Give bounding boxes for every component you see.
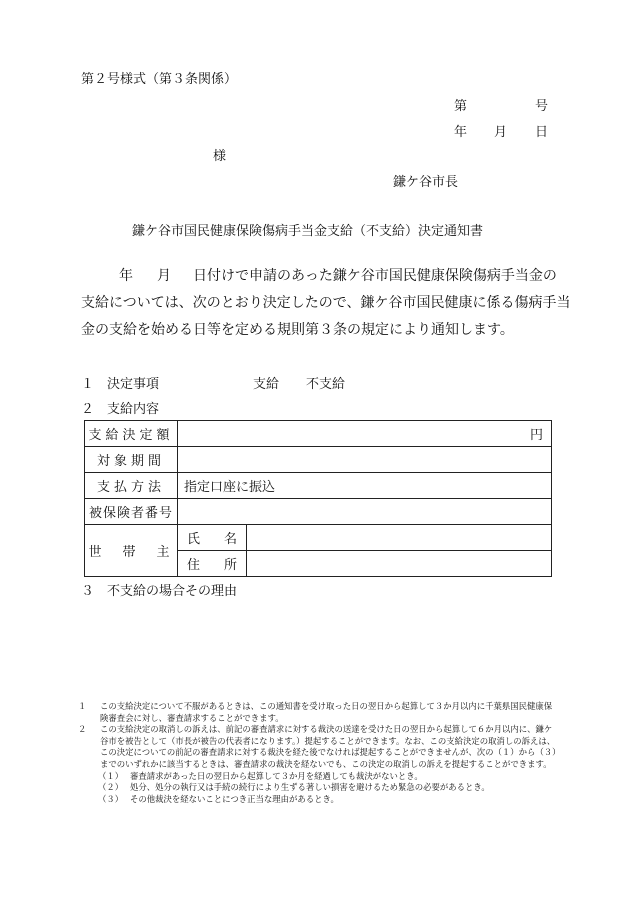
- option-pay: 支給: [253, 377, 280, 392]
- name-label: 氏 名: [178, 525, 247, 551]
- payment-details-table: [84, 420, 552, 577]
- intro-month: 月: [157, 268, 171, 284]
- date-day: 日: [535, 125, 549, 140]
- doc-number-prefix: 第: [454, 99, 468, 114]
- method-value: 指定口座に振込: [178, 473, 552, 499]
- note-2-sub-3: （３） その他裁決を経ないことにつき正当な理由があるとき。: [98, 793, 339, 804]
- note-1: １ この支給決定について不服があるときは、この通知書を受け取った日の翌日から起算して３か月以内に千葉県国民健康保険審査会に対し、審査請求することができます。: [78, 701, 558, 724]
- name-value: [247, 525, 552, 551]
- note-2: ２ この支給決定の取消しの訴えは、前記の審査請求に対する裁決の送達を受けた日の翌日から起算して６か月以内に、鎌ケ谷市を被告として（市長が被告の代表者になります。）提起することができます。なお、この支給決定の取消しの訴えは、この決定についての前記の審査請求に対する裁決を経た後でなければ提起することができませんが、次の（１）から（３）までのいずれかに該当するときは、審査請求の裁決を経ないでも、この決定の取消しの訴えを提起することができます。: [78, 724, 557, 769]
- note-1-text: この支給決定について不服があるときは、この通知書を受け取った日の翌日から起算して３か月以内に千葉県国民健康保険審査会に対し、審査請求することができます。: [100, 701, 553, 723]
- intro-line1-text: 日付けで申請のあった鎌ケ谷市国民健康保険傷病手当金の: [193, 268, 557, 284]
- note-2-text: この支給決定の取消しの訴えは、前記の審査請求に対する裁決の送達を受けた日の翌日から起算して６か月以内に、鎌ケ谷市を被告として（市長が被告の代表者になります。）提起することができます。なお、この支給決定の取消しの訴えは、この決定についての前記の審査請求に対する裁決を経た後でなければ提起することができませんが、次の（１）から（３）までのいずれかに該当するときは、審査請求の裁決を経ないでも、この決定の取消しの訴えを提起することができます。: [100, 724, 557, 769]
- doc-number-suffix: 号: [535, 99, 549, 114]
- intro-paragraph: [81, 263, 571, 344]
- section-3-label: ３ 不支給の場合その理由: [81, 584, 238, 599]
- issuer: 鎌ケ谷市長: [393, 175, 459, 190]
- address-label: 住 所: [178, 551, 247, 577]
- household-head-label: 世 帯 主: [85, 525, 178, 577]
- section-1-label: １ 決定事項: [81, 377, 160, 392]
- table-row-period: [85, 447, 552, 473]
- table-row-method: [85, 473, 552, 499]
- note-2-sub-1: （１） 審査請求があった日の翌日から起算して３か月を経過しても裁決がないとき。: [98, 770, 423, 781]
- address-value: [247, 551, 552, 577]
- amount-label: 支給決定額: [85, 421, 178, 447]
- intro-line-2: 支給については、次のとおり決定したので、鎌ケ谷市国民健康に係る傷病手当: [81, 295, 571, 311]
- notes-block: [78, 701, 558, 805]
- method-label: 支払方法: [85, 473, 178, 499]
- option-no-pay: 不支給: [306, 377, 346, 392]
- document-title: 鎌ケ谷市国民健康保険傷病手当金支給（不支給）決定通知書: [132, 224, 484, 239]
- date-month: 月: [494, 125, 508, 140]
- insured-number-label: 被保険者番号: [85, 499, 178, 525]
- insured-number-value: [178, 499, 552, 525]
- table-row-insured: [85, 499, 552, 525]
- date-year: 年: [454, 125, 468, 140]
- table-row-amount: [85, 421, 552, 447]
- period-label: 対象期間: [85, 447, 178, 473]
- intro-year: 年: [119, 268, 133, 284]
- addressee-suffix: 様: [213, 149, 227, 164]
- intro-line-1: [81, 263, 557, 290]
- intro-line-3: 金の支給を始める日等を定める規則第３条の規定により通知します。: [81, 322, 514, 338]
- amount-value: [178, 421, 552, 447]
- amount-unit: 円: [529, 428, 543, 443]
- period-value: [178, 447, 552, 473]
- table-row-household-name: [85, 525, 552, 551]
- note-2-sub-2: （２） 処分、処分の執行又は手続の続行により生ずる著しい損害を避けるため緊急の必要があるとき。: [98, 782, 490, 793]
- form-number: 第２号様式（第３条関係）: [81, 72, 238, 87]
- section-2-label: ２ 支給内容: [81, 402, 160, 417]
